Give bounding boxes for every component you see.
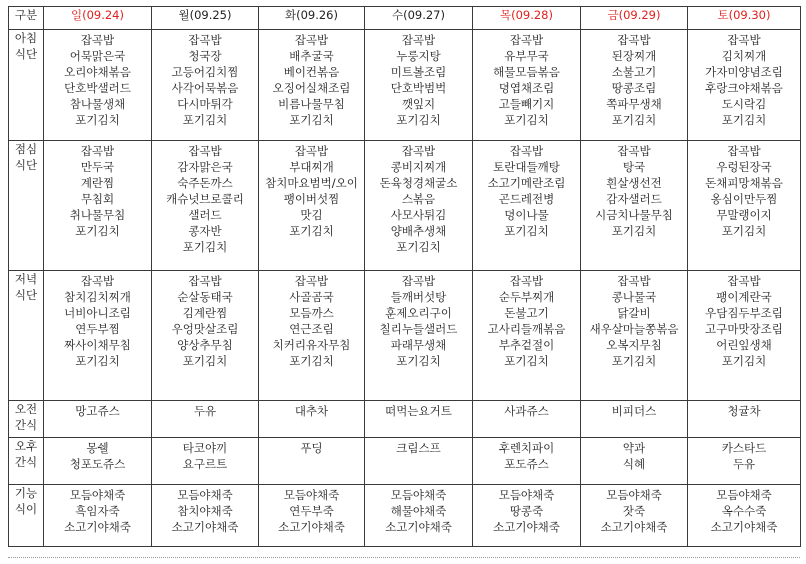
meal-cell: [152, 271, 259, 401]
menu-item: 떠먹는요거트: [385, 404, 452, 418]
menu-item: 숙주돈까스: [177, 176, 233, 190]
menu-item: 우담짐두부조림: [705, 306, 783, 320]
meal-cell: [259, 30, 365, 141]
menu-item: 된장찌개: [611, 49, 657, 63]
menu-item: 잡곡밥: [188, 33, 222, 47]
meal-cell: [365, 141, 473, 271]
menu-item: 포기김치: [396, 240, 441, 254]
menu-item: 팽이계란국: [716, 290, 772, 304]
meal-cell: [581, 485, 688, 547]
row-label-text: 간식: [14, 418, 38, 432]
meal-cell: [581, 401, 688, 438]
breakfast-row: [9, 30, 801, 141]
menu-item: 잡곡밥: [727, 33, 761, 47]
row-label-text: 아침: [14, 31, 38, 45]
menu-item: 닭갈비: [617, 306, 651, 320]
meal-cell: [152, 485, 259, 547]
menu-item: 짜사이채무침: [64, 338, 131, 352]
meal-cell: [688, 401, 801, 438]
meal-cell: [365, 271, 473, 401]
menu-item: 연두부찜: [75, 322, 120, 336]
meal-cell: [473, 271, 581, 401]
menu-item: 잡곡밥: [509, 144, 544, 158]
row-label-text: 기능: [14, 486, 38, 500]
menu-item: 포기김치: [289, 354, 334, 368]
morning-snack-row: [9, 401, 801, 438]
row-label-text: 간식: [14, 455, 38, 469]
menu-item: 크림스프: [396, 441, 441, 455]
menu-item: 소불고기: [611, 65, 657, 79]
menu-item: 흑임자죽: [75, 504, 120, 518]
menu-item: 맛김: [300, 208, 323, 222]
row-label-text: 식단: [14, 288, 38, 302]
menu-item: 식혜: [622, 457, 646, 471]
menu-item: 잣죽: [622, 504, 646, 518]
menu-item: 오복지무침: [606, 338, 662, 352]
menu-item: 들깨버섯탕: [390, 290, 447, 304]
menu-item: 캐슈넛브로콜리: [166, 192, 244, 206]
menu-item: 단호박범벅: [390, 81, 447, 95]
menu-item: 포기김치: [182, 240, 228, 254]
meal-cell: [44, 141, 152, 271]
day-header: 수(09.27): [365, 7, 473, 30]
menu-item: 연두부죽: [289, 504, 334, 518]
menu-item: 샐러드: [188, 208, 222, 222]
menu-item: 잡곡밥: [294, 144, 329, 158]
menu-item: 해물야채죽: [390, 504, 447, 518]
menu-item: 새우살마늘쫑볶음: [589, 322, 679, 336]
menu-item: 사각어묵볶음: [171, 81, 239, 95]
menu-item: 누룽지탕: [396, 49, 441, 63]
menu-item: 탕국: [622, 160, 646, 174]
row-label-text: 식단: [14, 158, 38, 172]
menu-item: 잡곡밥: [727, 144, 761, 158]
menu-item: 뎡이나물: [504, 208, 549, 222]
menu-item: 포기김치: [611, 113, 657, 127]
menu-item: 오리야채볶음: [64, 65, 131, 79]
meal-cell: [365, 438, 473, 485]
menu-item: 베이컨볶음: [283, 65, 340, 79]
day-header: 목(09.28): [473, 7, 581, 30]
menu-item: 비피더스: [611, 404, 657, 418]
meal-cell: [581, 438, 688, 485]
meal-cell: [259, 401, 365, 438]
menu-item: 땅콩죽: [509, 504, 544, 518]
day-header: 일(09.24): [44, 7, 152, 30]
menu-item: 참치마요범벅/오이: [265, 176, 358, 190]
menu-item: 소고기야채죽: [171, 520, 239, 534]
menu-item: 포기김치: [289, 224, 334, 238]
meal-cell: [473, 438, 581, 485]
menu-item: 잡곡밥: [401, 144, 436, 158]
meal-cell: [152, 438, 259, 485]
special-diet-row: [9, 485, 801, 547]
menu-item: 시금치나물무침: [595, 208, 673, 222]
menu-item: 카스타드: [721, 441, 767, 455]
menu-item: 모듬야채죽: [606, 488, 662, 502]
menu-item: 해물모듬볶음: [493, 65, 560, 79]
meal-cell: [44, 271, 152, 401]
menu-item: 포기김치: [611, 224, 657, 238]
menu-item: 고사리들깨볶음: [487, 322, 566, 336]
row-label-text: 식단: [14, 47, 38, 61]
menu-item: 소고기야채죽: [64, 520, 131, 534]
menu-item: 배추굴국: [289, 49, 334, 63]
meal-cell: [688, 485, 801, 547]
menu-item: 고등어김치찜: [171, 65, 239, 79]
menu-item: 잡곡밥: [727, 274, 761, 288]
menu-item: 사골곰국: [289, 290, 334, 304]
dinner-row: [9, 271, 801, 401]
menu-item: 돈불고기: [504, 306, 549, 320]
day-header: 월(09.25): [152, 7, 259, 30]
menu-item: 두유: [732, 457, 756, 471]
menu-item: 포기김치: [611, 354, 657, 368]
meal-cell: [152, 401, 259, 438]
menu-item: 깻잎지: [401, 97, 436, 111]
day-header: 금(09.29): [581, 7, 688, 30]
menu-item: 부추겉절이: [498, 338, 555, 352]
menu-item: 우엉맛살조림: [171, 322, 239, 336]
meal-cell: [365, 485, 473, 547]
meal-cell: [259, 141, 365, 271]
menu-item: 포기김치: [504, 113, 549, 127]
menu-item: 잡곡밥: [617, 144, 651, 158]
menu-item: 잡곡밥: [294, 33, 329, 47]
menu-item: 잡곡밥: [401, 274, 436, 288]
menu-item: 모듬야채죽: [69, 488, 126, 502]
menu-item: 단호박샐러드: [64, 81, 131, 95]
menu-item: 참치김치찌개: [64, 290, 131, 304]
row-label-text: 오후: [14, 439, 38, 453]
menu-item: 콩비지찌개: [390, 160, 447, 174]
menu-item: 우렁된장국: [716, 160, 772, 174]
menu-item: 포기김치: [721, 224, 767, 238]
menu-item: 가자미양념조림: [705, 65, 783, 79]
row-label: [9, 485, 44, 547]
meal-cell: [259, 271, 365, 401]
menu-item: 포기김치: [396, 354, 441, 368]
menu-item: 어린잎생채: [716, 338, 772, 352]
menu-item: 포기김치: [504, 224, 549, 238]
menu-item: 포기김치: [182, 354, 228, 368]
menu-item: 두유: [193, 404, 217, 418]
menu-item: 칠리누들샐러드: [379, 322, 458, 336]
meal-cell: [581, 141, 688, 271]
menu-item: 참치야채죽: [177, 504, 233, 518]
menu-item: 잡곡밥: [188, 144, 222, 158]
menu-item: 유부무국: [504, 49, 549, 63]
menu-item: 미트볼조림: [390, 65, 447, 79]
menu-item: 땅콩조림: [611, 81, 657, 95]
menu-item: 소고기야채죽: [710, 520, 778, 534]
menu-item: 모듬야채죽: [498, 488, 555, 502]
menu-item: 모듬까스: [289, 306, 334, 320]
menu-item: 잡곡밥: [617, 33, 651, 47]
meal-cell: [688, 271, 801, 401]
menu-item: 옥수수죽: [721, 504, 767, 518]
menu-item: 잡곡밥: [80, 33, 115, 47]
menu-item: 양상추무침: [177, 338, 233, 352]
menu-item: 요구르트: [182, 457, 228, 471]
meal-cell: [44, 401, 152, 438]
row-label-text: 오전: [14, 402, 38, 416]
menu-item: 망고쥬스: [75, 404, 120, 418]
menu-item: 약과: [622, 441, 646, 455]
menu-item: 치커리유자무침: [272, 338, 351, 352]
meal-cell: [688, 438, 801, 485]
menu-item: 스볶음: [401, 192, 436, 206]
afternoon-snack-row: [9, 438, 801, 485]
menu-item: 포기김치: [721, 113, 767, 127]
menu-item: 고들빼기지: [498, 97, 555, 111]
menu-item: 청포도쥬스: [69, 457, 126, 471]
meal-cell: [44, 30, 152, 141]
menu-item: 청귤차: [727, 404, 761, 418]
menu-item: 오징어실채조림: [272, 81, 351, 95]
header-corner: 구분: [9, 7, 44, 30]
meal-cell: [581, 30, 688, 141]
row-label-text: 저녁: [14, 272, 38, 286]
menu-item: 돈채피망채볶음: [705, 176, 783, 190]
meal-cell: [473, 485, 581, 547]
menu-item: 너비아니조림: [64, 306, 131, 320]
lunch-row: [9, 141, 801, 271]
menu-item: 청국장: [188, 49, 222, 63]
menu-item: 모듬야채죽: [390, 488, 447, 502]
menu-item: 포기김치: [182, 113, 228, 127]
menu-item: 뎡엽채조림: [498, 81, 555, 95]
menu-item: 잡곡밥: [509, 274, 544, 288]
row-label: [9, 271, 44, 401]
menu-item: 토란대들깨탕: [493, 160, 560, 174]
menu-item: 무말랭이지: [716, 208, 772, 222]
menu-item: 소고기야채죽: [600, 520, 668, 534]
menu-item: 다시마튀각: [177, 97, 233, 111]
row-label-text: 점심: [14, 142, 38, 156]
meal-cell: [581, 271, 688, 401]
menu-item: 돈육청경채굴소: [379, 176, 458, 190]
menu-item: 포기김치: [721, 354, 767, 368]
menu-item: 포기김치: [289, 113, 334, 127]
menu-item: 푸딩: [300, 441, 323, 455]
menu-item: 잡곡밥: [617, 274, 651, 288]
menu-item: 잡곡밥: [80, 274, 115, 288]
menu-item: 감자맑은국: [177, 160, 233, 174]
menu-item: 사모사튀김: [390, 208, 447, 222]
menu-item: 포기김치: [75, 224, 120, 238]
menu-item: 후렌치파이: [498, 441, 555, 455]
meal-cell: [688, 141, 801, 271]
menu-item: 모듬야채죽: [177, 488, 233, 502]
menu-item: 소고기야채죽: [385, 520, 452, 534]
meal-cell: [365, 401, 473, 438]
row-label: [9, 30, 44, 141]
menu-item: 몽쉘: [86, 441, 109, 455]
row-label: [9, 438, 44, 485]
menu-item: 대추차: [294, 404, 329, 418]
row-label: [9, 141, 44, 271]
menu-item: 잡곡밥: [188, 274, 222, 288]
menu-item: 모듬야채죽: [283, 488, 340, 502]
meal-cell: [152, 141, 259, 271]
menu-item: 흰살생선전: [606, 176, 662, 190]
menu-item: 모듬야채죽: [716, 488, 772, 502]
meal-cell: [473, 141, 581, 271]
menu-item: 김치찌개: [721, 49, 767, 63]
menu-item: 포기김치: [75, 113, 120, 127]
row-label: [9, 401, 44, 438]
menu-item: 참나물생채: [69, 97, 126, 111]
meal-cell: [259, 438, 365, 485]
meal-cell: [473, 401, 581, 438]
menu-item: 콩나물국: [611, 290, 657, 304]
menu-item: 포도쥬스: [504, 457, 549, 471]
menu-item: 고구마맛장조림: [705, 322, 783, 336]
header-row: [9, 7, 801, 30]
menu-item: 감자샐러드: [606, 192, 662, 206]
meal-cell: [44, 485, 152, 547]
menu-item: 훈제오리구이: [385, 306, 452, 320]
day-header: 화(09.26): [259, 7, 365, 30]
menu-item: 팽이버섯찜: [283, 192, 340, 206]
menu-item: 김계란찜: [182, 306, 228, 320]
meal-cell: [365, 30, 473, 141]
meal-cell: [44, 438, 152, 485]
menu-item: 잡곡밥: [80, 144, 115, 158]
menu-item: 포기김치: [75, 354, 120, 368]
menu-item: 취나물무침: [69, 208, 126, 222]
menu-item: 사과쥬스: [504, 404, 549, 418]
menu-item: 비름나물무침: [278, 97, 345, 111]
menu-item: 소고기야채죽: [278, 520, 345, 534]
menu-item: 타코야끼: [182, 441, 228, 455]
menu-item: 곤드레전병: [498, 192, 555, 206]
menu-item: 후랑크야채볶음: [705, 81, 783, 95]
menu-item: 도시락김: [721, 97, 767, 111]
menu-item: 연근조림: [289, 322, 334, 336]
menu-item: 만두국: [80, 160, 115, 174]
menu-item: 옹심이만두찜: [710, 192, 778, 206]
meal-cell: [688, 30, 801, 141]
menu-item: 포기김치: [504, 354, 549, 368]
footer-divider: [8, 557, 800, 560]
menu-item: 부대찌개: [289, 160, 334, 174]
day-header: 토(09.30): [688, 7, 801, 30]
row-label-text: 식이: [14, 502, 38, 516]
meal-cell: [473, 30, 581, 141]
menu-item: 계란찜: [80, 176, 115, 190]
meal-cell: [259, 485, 365, 547]
menu-item: 어묵맑은국: [69, 49, 126, 63]
menu-item: 잡곡밥: [401, 33, 436, 47]
menu-item: 무침회: [80, 192, 115, 206]
menu-item: 양배추생채: [390, 224, 447, 238]
menu-item: 소고기메란조림: [487, 176, 566, 190]
weekly-meal-table: [8, 6, 801, 547]
menu-item: 쪽파무생채: [606, 97, 662, 111]
menu-item: 잡곡밥: [294, 274, 329, 288]
menu-item: 파래무생채: [390, 338, 447, 352]
menu-item: 포기김치: [396, 113, 441, 127]
meal-cell: [152, 30, 259, 141]
menu-item: 순살동태국: [177, 290, 233, 304]
menu-item: 콩자반: [188, 224, 222, 238]
menu-item: 순두부찌개: [498, 290, 555, 304]
menu-item: 소고기야채죽: [493, 520, 560, 534]
menu-item: 잡곡밥: [509, 33, 544, 47]
